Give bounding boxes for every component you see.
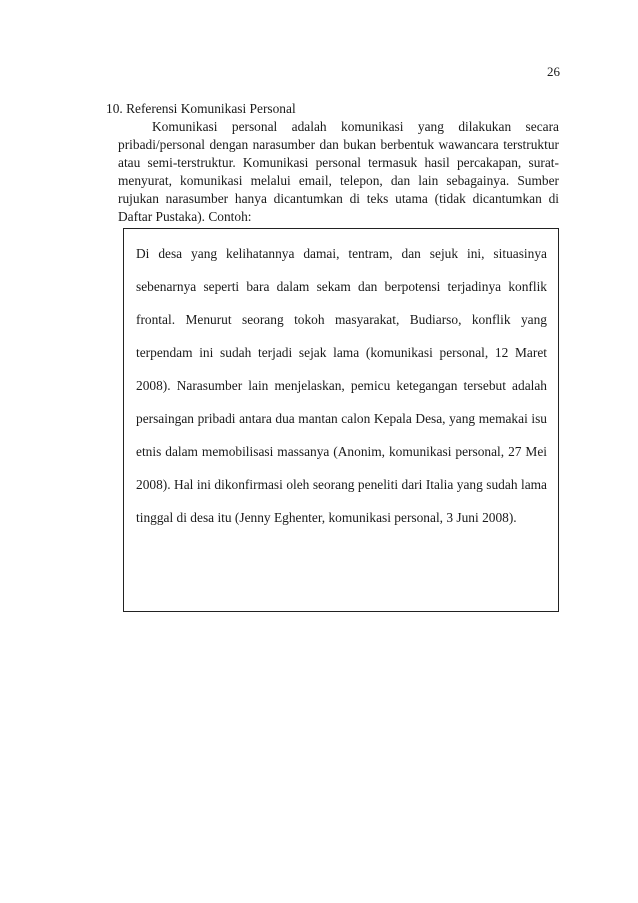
page-number: 26 [547,64,560,79]
section-personal-communication [106,100,559,226]
section-body-paragraph: Komunikasi personal adalah komunikasi yang dilakukan secara pribadi/personal dengan narasumber dan bukan berbentuk wawancara terstruktur atau semi-terstruktur. Komunikasi personal termasuk hasil percakapan, surat-menyurat, komunikasi melalui email, telepon, dan lain sebagainya. Sumber rujukan narasumber hanya dicantumkan di teks utama (tidak dicantumkan di Daftar Pustaka). Contoh: [118,119,559,224]
section-heading: 10. Referensi Komunikasi Personal [106,101,296,116]
example-box [123,228,559,612]
example-paragraph: Di desa yang kelihatannya damai, tentram, dan sejuk ini, situasinya sebenarnya seperti bara dalam sekam dan berpotensi terjadinya konflik frontal. Menurut seorang tokoh masyarakat, Budiarso, konflik yang terpendam ini sudah terjadi sejak lama (komunikasi personal, 12 Maret 2008). Narasumber lain menjelaskan, pemicu ketegangan tersebut adalah persaingan pribadi antara dua mantan calon Kepala Desa, yang memakai isu etnis dalam memobilisasi massanya (Anonim, komunikasi personal, 27 Mei 2008). Hal ini dikonfirmasi oleh seorang peneliti dari Italia yang sudah lama tinggal di desa itu (Jenny Eghenter, komunikasi personal, 3 Juni 2008). [136,246,547,525]
